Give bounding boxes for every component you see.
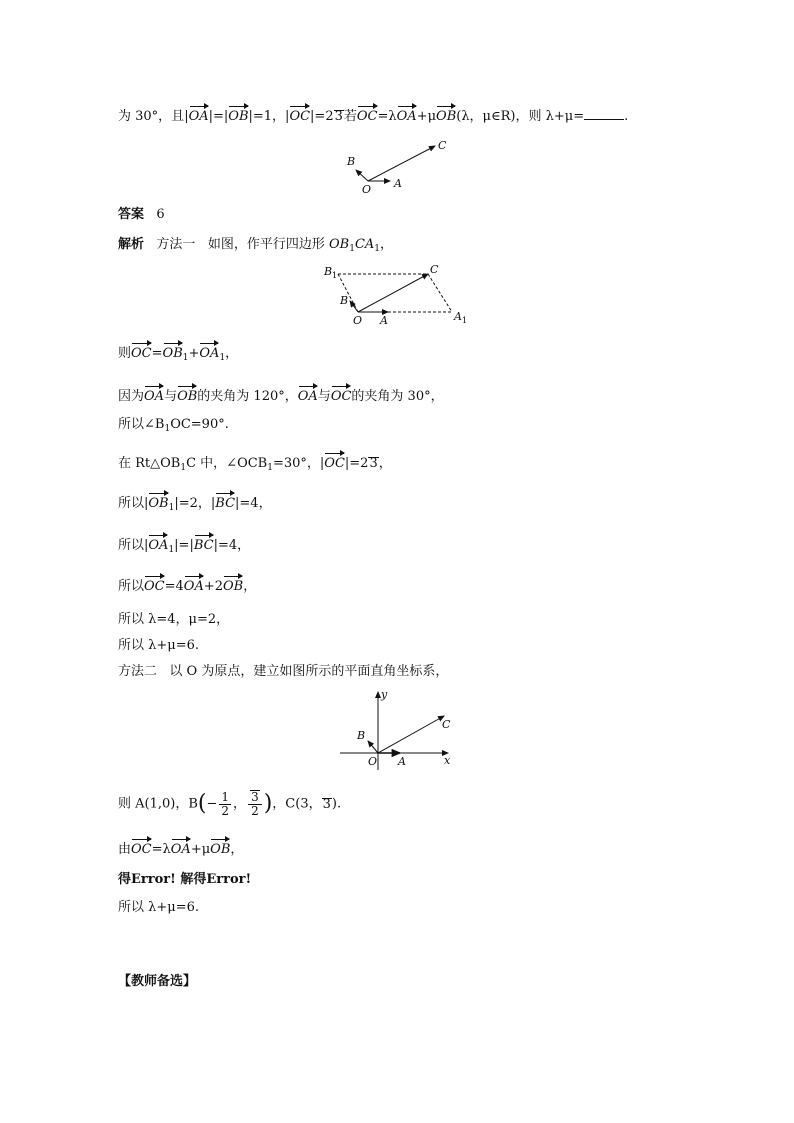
label-o: O [353,314,363,327]
label-y: y [381,688,388,701]
step-5: 所以$|OB_1|=2$，|BC|=4， [118,490,272,518]
analysis-line: 解析 方法一 如图，作平行四边形 $OB_1CA_1$， [118,237,394,254]
label-b: B [340,294,349,307]
step-8: 所以 λ=4，μ=2， [118,612,230,627]
figure-parallelogram [320,262,480,328]
label-a1: A [454,310,462,323]
step-6: 所以$|OA_1|=|BC|=4$， [118,532,250,560]
teacher-section-heading: 【教师备选】 [118,974,197,989]
label-c: C [430,263,439,276]
step-1: 则$OC=OB_1+OA_1$， [118,340,238,368]
svg-text:1: 1 [462,316,468,325]
vector-oa: OA [189,103,209,127]
answer-line: 答案 6 [118,207,165,222]
coords-line: 则 A(1,0)，B(− $\frac{1}{2}$ ， $\frac{3}{2}$ )，C(3，3). [118,789,342,818]
label-b: B [347,155,356,168]
label-o: O [368,755,378,768]
step-4: 在 $Rt\triangle OB_1C$ 中，$\angle OCB_1=30^\circ$，|OC|=23， [118,450,392,478]
method2-line: 方法二 以 O 为原点，建立如图所示的平面直角坐标系， [118,664,449,679]
answer-blank [584,107,624,120]
label-o: O [362,183,372,196]
step-7: 所以OC=4OA+2OB， [118,573,256,597]
figure-coordinate-system [338,686,458,772]
svg-text:1: 1 [332,271,338,280]
by-line: 由OC=λOA+μOB， [118,836,243,860]
label-a: A [380,314,388,327]
final-line: 所以 λ+μ=6. [118,900,200,915]
step-2: 因为OA与OB的夹角为 120°，OA与OC的夹角为 30°， [118,383,444,407]
error-line: 得Error! 解得Error! [118,872,252,887]
label-b1: B [324,265,333,278]
label-a: A [394,177,402,190]
label-x: x [444,754,451,767]
problem-statement: 为 30°，且|OA|=|OB|=1，|OC|=23若OC=λOA+μOB(λ，μ∈R)，则 λ+μ= . [118,103,628,127]
label-a: A [398,755,406,768]
step-3: 所以$\angle B_1OC=90^\circ$. [118,417,229,434]
label-b: B [357,729,366,742]
figure-vectors [340,135,460,197]
label-c: C [442,718,451,731]
label-c: C [438,139,447,152]
step-9: 所以 λ+μ=6. [118,638,200,653]
